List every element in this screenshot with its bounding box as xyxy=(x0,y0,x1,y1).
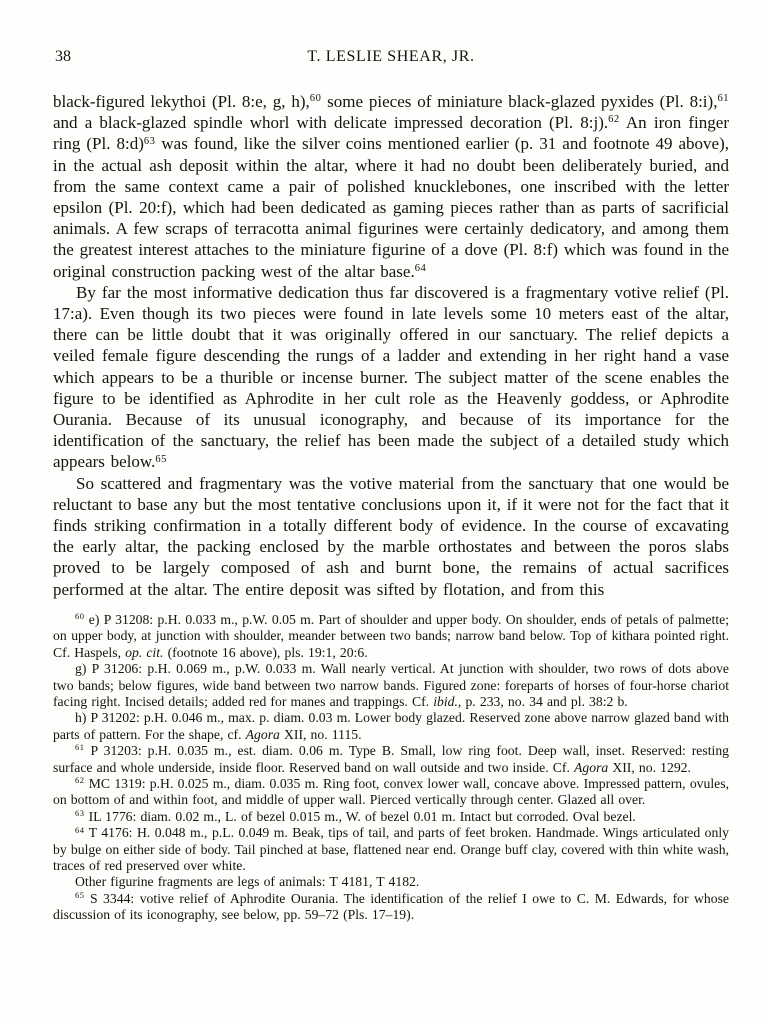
footnotes-section xyxy=(53,612,729,924)
text-run: (footnote 16 above), pls. 19:1, 20:6. xyxy=(163,644,368,660)
body-paragraph xyxy=(53,91,729,282)
text-run: g) P 31206: p.H. 0.069 m., p.W. 0.033 m. Wall nearly vertical. At junction with shoulder, two rows of dots above two bands; below figures, wide band between two narrow bands. Figured zone: foreparts of horses of four-horse chariot facing right. Incised details; added red for manes and trappings. Cf. xyxy=(53,661,729,709)
footnote-marker: 60 xyxy=(75,611,85,622)
text-run: e) P 31208: p.H. 0.033 m., p.W. 0.05 m. Part of shoulder and upper body. On shoulder, ends of petals of palmette; on upper body, at junction with shoulder, meander between two bands; narrow band below. Top of kithara pointed right. Cf. Haspels, xyxy=(53,611,729,660)
text-run: ibid. xyxy=(433,693,458,709)
page-number: 38 xyxy=(55,48,71,65)
text-run: , p. 233, no. 34 and pl. 38:2 b. xyxy=(457,693,628,709)
text-run: T 4176: H. 0.048 m., p.L. 0.049 m. Beak, tips of tail, and parts of feet broken. Handmade. Wings articulated only by bulge on either side of body. Tail pinched at base, flattened near end. Orange buff clay, covered with thin white wash, traces of red preserved over white. xyxy=(53,825,730,873)
footnote-reference: 64 xyxy=(414,262,427,274)
footnote xyxy=(53,612,729,661)
text-run: some pieces of miniature black-glazed pyxides (Pl. 8:i), xyxy=(321,92,718,111)
body-paragraph xyxy=(53,473,729,600)
text-run: So scattered and fragmentary was the votive material from the sanctuary that one would be reluctant to base any but the most tentative conclusions upon it, if it were not for the fact that it finds striking confirmation in a totally different body of evidence. In the course of excavating the early altar, the packing enclosed by the marble orthostates and between the poros slabs proved to be largely composed of ash and burnt bone, the remains of actual sacrifices performed at the altar. The entire deposit was sifted by flotation, and from this xyxy=(53,473,729,599)
footnote-reference: 60 xyxy=(309,93,322,105)
footnote xyxy=(53,874,729,890)
text-run: Agora xyxy=(245,726,280,742)
footnote xyxy=(53,825,729,874)
text-run: h) P 31202: p.H. 0.046 m., max. p. diam. 0.03 m. Lower body glazed. Reserved zone above narrow glazed band with parts of pattern. For the shape, cf. xyxy=(53,710,729,742)
footnote-reference: 61 xyxy=(717,93,729,105)
text-run: S 3344: votive relief of Aphrodite Ourania. The identification of the relief I owe to C. M. Edwards, for whose discussion of its iconography, see below, pp. 59–72 (Pls. 17–19). xyxy=(53,890,729,923)
text-run: Other figurine fragments are legs of animals: T 4181, T 4182. xyxy=(75,874,420,890)
text-run: black-figured lekythoi (Pl. 8:e, g, h), xyxy=(53,92,310,111)
text-run: was found, like the silver coins mentioned earlier (p. 31 and footnote 49 above), in the actual ash deposit within the altar, where it had no doubt been deliberately buried, and from the same context came a pair of polished knucklebones, one inscribed with the letter epsilon (Pl. 20:f), which had been dedicated as gaming pieces rather than as parts of sacrificial animals. A few scraps of terracotta animal figurines were certainly dedicatory, and among them the greatest interest attaches to the miniature figurine of a dove (Pl. 8:f) which was found in the original construction packing west of the altar base. xyxy=(53,134,729,281)
body-paragraph xyxy=(53,282,729,473)
footnote-marker: 61 xyxy=(75,742,85,753)
footnote xyxy=(53,891,729,924)
footnote-reference: 62 xyxy=(608,114,620,126)
footnote xyxy=(53,661,729,710)
footnote-marker: 62 xyxy=(75,775,85,786)
text-run: MC 1319: p.H. 0.025 m., diam. 0.035 m. Ring foot, convex lower wall, concave above. Impressed pattern, ovules, on bottom of and within foot, and middle of upper wall. Pierced vertically through center. Glazed all over. xyxy=(53,775,729,808)
footnote-marker: 63 xyxy=(75,808,85,819)
running-head-author: T. LESLIE SHEAR, JR. xyxy=(307,48,475,65)
body-text xyxy=(53,91,729,600)
text-run: An iron finger ring (Pl. 8:d) xyxy=(53,113,729,154)
footnote-marker: 65 xyxy=(75,890,85,901)
page-header xyxy=(53,48,729,66)
text-run: IL 1776: diam. 0.02 m., L. of bezel 0.015 m., W. of bezel 0.01 m. Intact but corroded. Oval bezel. xyxy=(88,808,636,824)
text-run: and a black-glazed spindle whorl with delicate impressed decoration (Pl. 8:j). xyxy=(53,113,609,133)
text-run: P 31203: p.H. 0.035 m., est. diam. 0.06 m. Type B. Small, low ring foot. Deep wall, inset. Reserved: resting surface and whole underside, inside floor. Reserved band on wall outside and two inside. Cf. xyxy=(53,743,730,775)
text-run: XII, no. 1292. xyxy=(608,759,691,775)
text-run: By far the most informative dedication thus far discovered is a fragmentary votive relief (Pl. 17:a). Even though its two pieces were found in late levels some 10 meters east of the altar, there can be little doubt that it was originally offered in our sanctuary. The relief depicts a veiled female figure descending the rungs of a ladder and extending in her right hand a vase which appears to be a thurible or incense burner. The subject matter of the scene enables the figure to be identified as Aphrodite in her cult role as the Heavenly goddess, or Aphrodite Ourania. Because of its unusual iconography, and because of its importance for the identification of the sanctuary, the relief has been made the subject of a detailed study which appears below. xyxy=(53,282,729,472)
footnote-reference: 65 xyxy=(155,453,167,465)
text-run: XII, no. 1115. xyxy=(279,726,362,742)
text-run: op. cit. xyxy=(125,644,164,660)
footnote xyxy=(53,743,729,776)
footnote xyxy=(53,776,729,809)
footnote xyxy=(53,710,729,743)
footnote xyxy=(53,809,729,825)
footnote-marker: 64 xyxy=(75,824,85,835)
footnote-reference: 63 xyxy=(143,135,156,147)
text-run: Agora xyxy=(574,759,609,775)
